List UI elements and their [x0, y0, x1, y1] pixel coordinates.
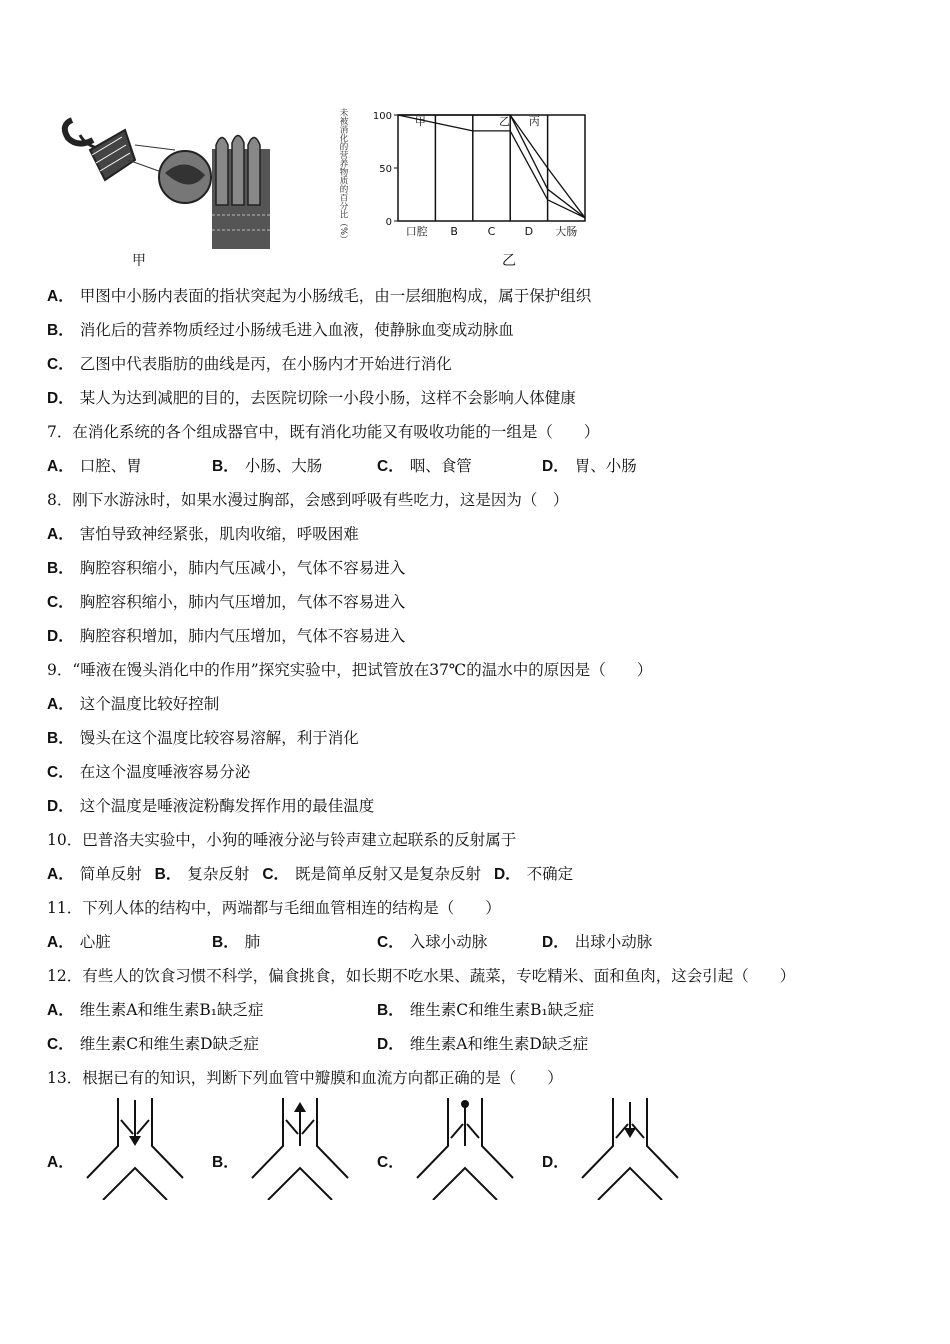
q7-option-c[interactable]: C． 咽、食管	[377, 457, 472, 475]
q8-stem: 8．刚下水游泳时，如果水漫过胸部，会感到呼吸有些吃力，这是因为（ ）	[47, 491, 569, 509]
q12-option-d[interactable]: D． 维生素A和维生素D缺乏症	[377, 1035, 589, 1053]
q13-vessel-c-diagram	[415, 1098, 515, 1200]
series-label: 甲	[414, 115, 426, 128]
q8-option-c[interactable]: C． 胸腔容积缩小，肺内气压增加，气体不容易进入	[47, 593, 406, 611]
q6-option-a[interactable]: A． 甲图中小肠内表面的指状突起为小肠绒毛，由一层细胞构成，属于保护组织	[47, 287, 592, 305]
y-tick-label: 0	[385, 217, 392, 228]
q13-option-d[interactable]: D．	[542, 1154, 569, 1171]
q13-vessel-d-diagram	[580, 1098, 680, 1200]
q10-option-a[interactable]: A． 简单反射	[47, 865, 142, 883]
x-tick-label: D	[524, 225, 534, 238]
q11-option-c[interactable]: C． 入球小动脉	[377, 933, 488, 951]
q6-option-d[interactable]: D． 某人为达到减肥的目的，去医院切除一小段小肠，这样不会影响人体健康	[47, 389, 576, 407]
q10-option-b[interactable]: B． 复杂反射	[154, 865, 250, 883]
q11-option-d[interactable]: D． 出球小动脉	[542, 933, 653, 951]
series-line-1	[398, 115, 585, 218]
q9-stem: 9．“唾液在馒头消化中的作用”探究实验中，把试管放在37℃的温水中的原因是（ ）	[47, 661, 653, 679]
q7-options	[47, 456, 907, 476]
q11-option-b[interactable]: B． 肺	[212, 933, 261, 951]
q10-option-d[interactable]: D． 不确定	[493, 865, 574, 883]
series-label: 丙	[528, 115, 540, 128]
q12-options-row1	[47, 1000, 907, 1020]
q12-option-c[interactable]: C． 维生素C和维生素D缺乏症	[47, 1035, 259, 1053]
q10-option-c[interactable]: C． 既是简单反射又是复杂反射	[262, 865, 482, 883]
q13-option-a[interactable]: A．	[47, 1154, 74, 1171]
q7-option-b[interactable]: B． 小肠、大肠	[212, 457, 323, 475]
q6-option-c[interactable]: C． 乙图中代表脂肪的曲线是丙，在小肠内才开始进行消化	[47, 355, 452, 373]
q9-option-b[interactable]: B． 馒头在这个温度比较容易溶解，利于消化	[47, 729, 359, 747]
y-tick-label: 50	[379, 164, 392, 175]
x-tick-label: C	[487, 225, 496, 238]
q7-option-a[interactable]: A． 口腔、胃	[47, 457, 142, 475]
q13-stem: 13．根据已有的知识，判断下列血管中瓣膜和血流方向都正确的是（ ）	[47, 1069, 563, 1087]
y-axis-label: 未被消化的营养物质的百分比（%）	[338, 108, 348, 244]
q10-stem: 10．巴普洛夫实验中，小狗的唾液分泌与铃声建立起联系的反射属于	[47, 831, 517, 849]
q9-option-c[interactable]: C． 在这个温度唾液容易分泌	[47, 763, 251, 781]
q13-vessel-b-diagram	[250, 1098, 350, 1200]
q11-option-a[interactable]: A． 心脏	[47, 933, 111, 951]
q6-option-b[interactable]: B． 消化后的营养物质经过小肠绒毛进入血液，使静脉血变成动脉血	[47, 321, 514, 339]
q11-stem: 11．下列人体的结构中，两端都与毛细血管相连的结构是（ ）	[47, 899, 501, 917]
q12-option-a[interactable]: A． 维生素A和维生素B₁缺乏症	[47, 1001, 264, 1019]
q9-option-a[interactable]: A． 这个温度比较好控制	[47, 695, 220, 713]
x-tick-label: 口腔	[405, 225, 428, 238]
figure-yi-chart	[335, 103, 590, 248]
q8-option-a[interactable]: A． 害怕导致神经紧张，肌肉收缩，呼吸困难	[47, 525, 359, 543]
q8-option-b[interactable]: B． 胸腔容积缩小，肺内气压减小，气体不容易进入	[47, 559, 406, 577]
q8-option-d[interactable]: D． 胸腔容积增加，肺内气压增加，气体不容易进入	[47, 627, 406, 645]
q12-option-b[interactable]: B． 维生素C和维生素B₁缺乏症	[377, 1001, 595, 1019]
y-tick-label: 100	[372, 111, 392, 122]
x-tick-label: B	[450, 225, 458, 238]
series-label: 乙	[498, 115, 510, 128]
q13-vessel-a-diagram	[85, 1098, 185, 1200]
q13-option-c[interactable]: C．	[377, 1154, 404, 1171]
q9-option-d[interactable]: D． 这个温度是唾液淀粉酶发挥作用的最佳温度	[47, 797, 375, 815]
q7-stem: 7．在消化系统的各个组成器官中，既有消化功能又有吸收功能的一组是（ ）	[47, 423, 600, 441]
q10-options	[47, 864, 573, 885]
q7-option-d[interactable]: D． 胃、小肠	[542, 457, 637, 475]
q12-stem: 12．有些人的饮食习惯不科学，偏食挑食，如长期不吃水果、蔬菜，专吃精米、面和鱼肉，这会引起（ ）	[47, 967, 796, 985]
q13-option-b[interactable]: B．	[212, 1154, 239, 1171]
figure-yi-label: 乙	[502, 253, 516, 269]
q11-options	[47, 932, 907, 952]
x-tick-label: 大肠	[555, 225, 578, 238]
figure-jia-illustration	[50, 105, 280, 250]
figure-jia-label: 甲	[132, 253, 146, 269]
q12-options-row2	[47, 1034, 907, 1054]
